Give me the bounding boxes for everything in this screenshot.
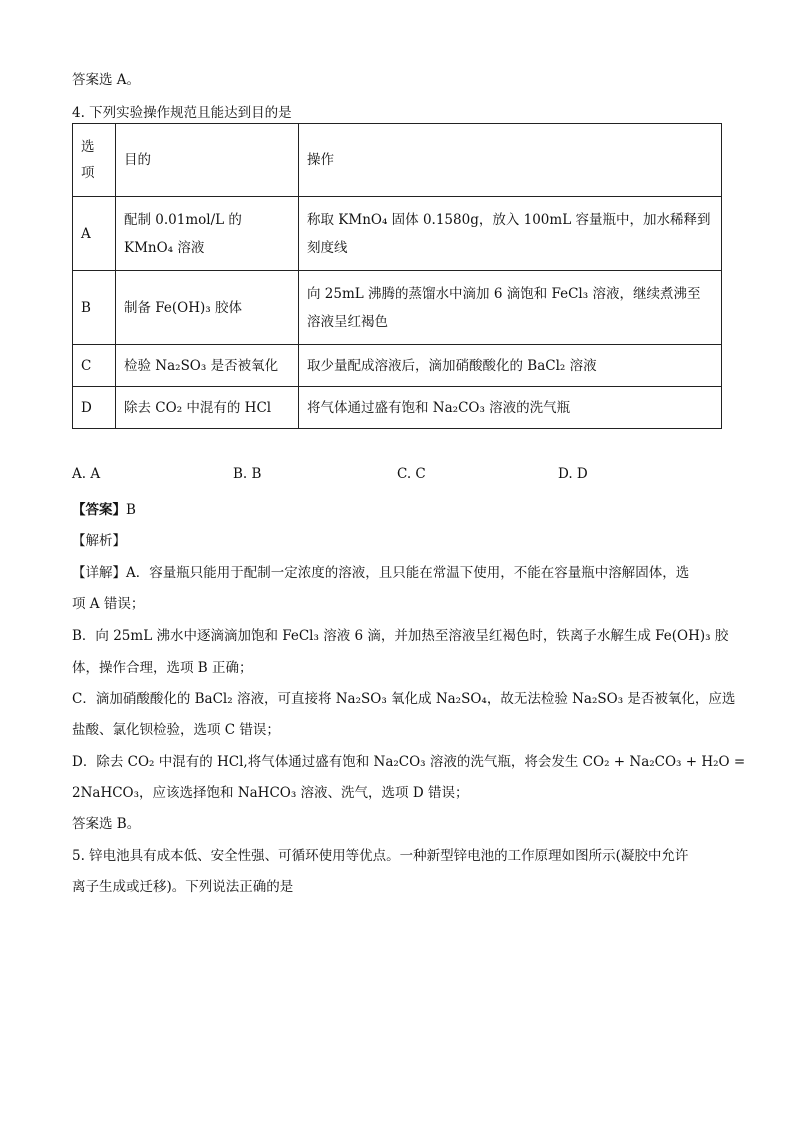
table-row <box>73 197 722 271</box>
answer-line <box>72 498 136 518</box>
analysis-tag: 【解析】 <box>72 533 126 549</box>
row-b-purpose: 制备 Fe(OH)₃ 胶体 <box>116 271 299 345</box>
row-d-purpose: 除去 CO₂ 中混有的 HCl <box>116 387 299 429</box>
table-header-row <box>73 124 722 197</box>
header-purpose: 目的 <box>116 124 299 197</box>
answer-value: B <box>126 502 136 518</box>
final-answer: 答案选 B。 <box>72 816 141 832</box>
question-5-stem-line-2: 离子生成或迁移)。下列说法正确的是 <box>72 879 294 895</box>
detail-line: 2NaHCO₃，应该选择饱和 NaHCO₃ 溶液、洗气，选项 D 错误； <box>72 785 469 801</box>
row-b-operation: 向 25mL 沸腾的蒸馏水中滴加 6 滴饱和 FeCl₃ 溶液，继续煮沸至溶液呈红褐色 <box>299 271 722 345</box>
detail-line: 体，操作合理，选项 B 正确； <box>72 660 253 676</box>
row-c-operation: 取少量配成溶液后，滴加硝酸酸化的 BaCl₂ 溶液 <box>299 345 722 387</box>
choice-d: D. D <box>558 466 588 482</box>
row-a-option: A <box>73 197 116 271</box>
row-a-operation: 称取 KMnO₄ 固体 0.1580g，放入 100mL 容量瓶中，加水稀释到刻度线 <box>299 197 722 271</box>
answer-tag: 【答案】 <box>72 502 126 518</box>
detail-line: 盐酸、氯化钡检验，选项 C 错误； <box>72 722 280 738</box>
detail-line: B．向 25mL 沸水中逐滴滴加饱和 FeCl₃ 溶液 6 滴，并加热至溶液呈红褐色时，铁离子水解生成 Fe(OH)₃ 胶 <box>72 628 729 644</box>
question-5-stem-line-1: 5. 锌电池具有成本低、安全性强、可循环使用等优点。一种新型锌电池的工作原理如图所示(凝胶中允许 <box>72 848 689 864</box>
row-b-option: B <box>73 271 116 345</box>
detail-line: 项 A 错误； <box>72 596 145 612</box>
row-c-purpose: 检验 Na₂SO₃ 是否被氧化 <box>116 345 299 387</box>
row-d-option: D <box>73 387 116 429</box>
previous-answer: 答案选 A。 <box>72 72 141 88</box>
row-d-operation: 将气体通过盛有饱和 Na₂CO₃ 溶液的洗气瓶 <box>299 387 722 429</box>
table-row <box>73 345 722 387</box>
choice-a: A. A <box>72 466 101 482</box>
header-option: 选项 <box>73 124 116 197</box>
header-operation: 操作 <box>299 124 722 197</box>
detail-line: D．除去 CO₂ 中混有的 HCl,将气体通过盛有饱和 Na₂CO₃ 溶液的洗气瓶，将会发生 CO₂ + Na₂CO₃ + H₂O = <box>72 754 746 770</box>
row-c-option: C <box>73 345 116 387</box>
table-row <box>73 387 722 429</box>
question-4-table <box>72 123 722 429</box>
detail-line: C．滴加硝酸酸化的 BaCl₂ 溶液，可直接将 Na₂SO₃ 氧化成 Na₂SO₄，故无法检验 Na₂SO₃ 是否被氧化，应选 <box>72 691 736 707</box>
question-4-stem: 4. 下列实验操作规范且能达到目的是 <box>72 105 292 121</box>
choice-c: C. C <box>397 466 426 482</box>
table-row <box>73 271 722 345</box>
row-a-purpose: 配制 0.01mol/L 的 KMnO₄ 溶液 <box>116 197 299 271</box>
detail-tag: 【详解】 <box>72 565 126 581</box>
choice-b: B. B <box>233 466 262 482</box>
detail-line: 【详解】A．容量瓶只能用于配制一定浓度的溶液，且只能在常温下使用，不能在容量瓶中溶解固体，选 <box>72 565 690 581</box>
